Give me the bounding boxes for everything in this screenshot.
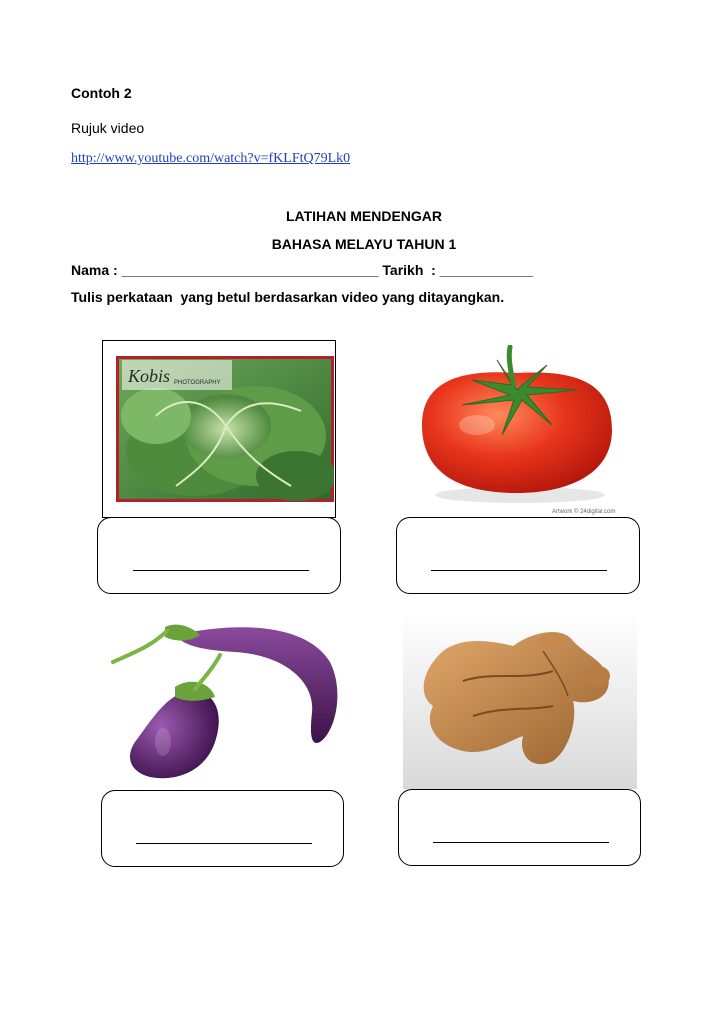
- example-label: Contoh 2: [71, 85, 132, 101]
- answer-line: [136, 843, 312, 844]
- answer-box-cabbage[interactable]: [97, 517, 341, 594]
- name-date-row: Nama : _________________________________ Tarikh : ____________: [71, 262, 534, 278]
- answer-line: [133, 570, 309, 571]
- answer-box-eggplant[interactable]: [101, 790, 344, 867]
- answer-box-ginger[interactable]: [398, 789, 641, 866]
- ginger-image: [403, 611, 637, 789]
- eggplant-image: [105, 617, 345, 787]
- worksheet-title: LATIHAN MENDENGAR: [285, 208, 443, 224]
- tomato-image: [402, 345, 640, 517]
- answer-box-tomato[interactable]: [396, 517, 640, 594]
- instruction-text: Tulis perkataan yang betul berdasarkan video yang ditayangkan.: [71, 289, 505, 305]
- cabbage-frame: [102, 340, 336, 518]
- tomato-credit: Artwork © 24digital.com: [552, 509, 616, 515]
- answer-line: [431, 570, 607, 571]
- worksheet-subtitle: BAHASA MELAYU TAHUN 1: [271, 236, 457, 252]
- cabbage-watermark: Kobis: [128, 366, 171, 386]
- cabbage-image: [116, 356, 334, 502]
- refer-video-label: Rujuk video: [71, 120, 145, 136]
- video-link[interactable]: http://www.youtube.com/watch?v=fKLFtQ79Lk0: [71, 151, 351, 166]
- answer-line: [433, 842, 609, 843]
- cabbage-watermark-small: PHOTOGRAPHY: [174, 380, 221, 386]
